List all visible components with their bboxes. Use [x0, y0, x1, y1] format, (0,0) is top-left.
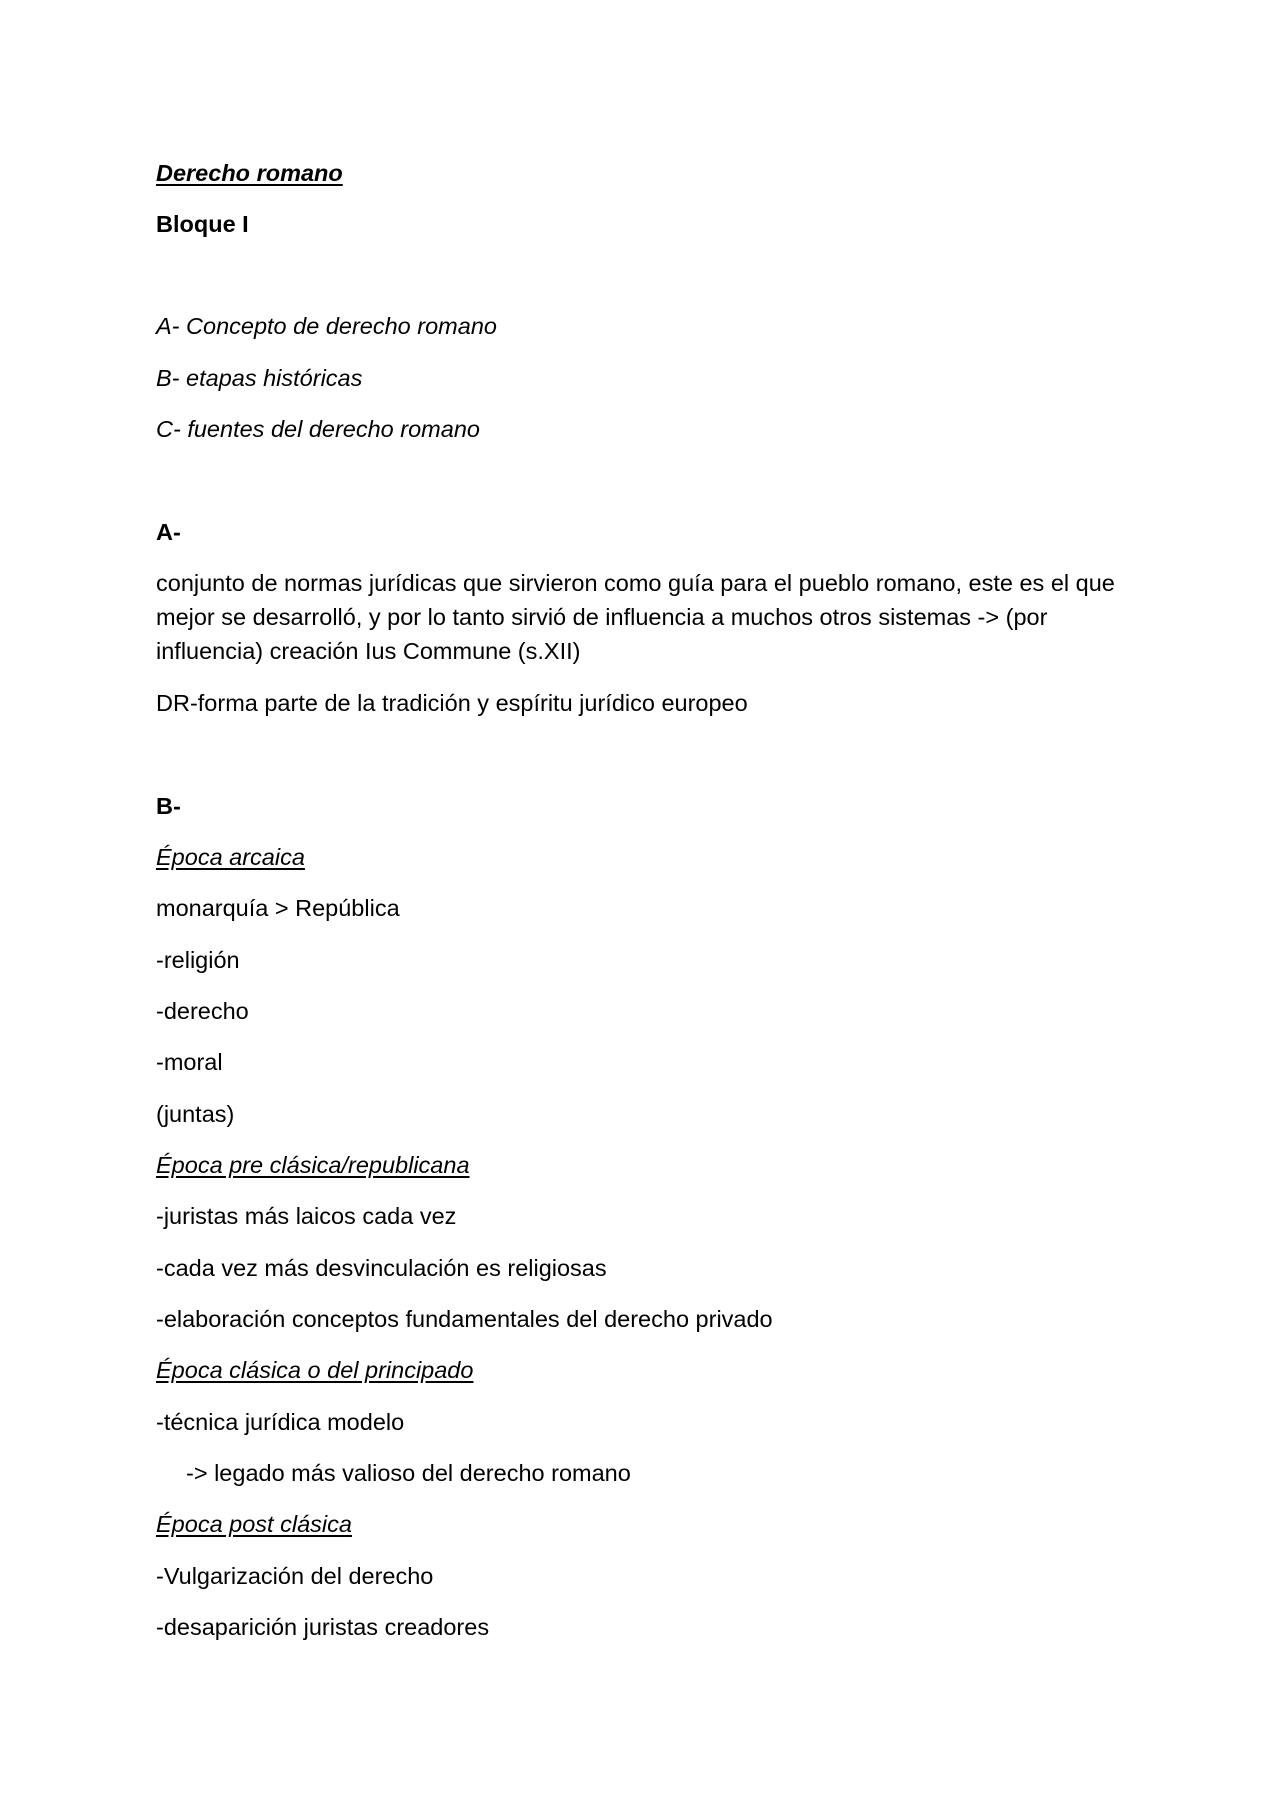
- epoca-arcaica-title: Época arcaica: [156, 844, 305, 870]
- document-title: Derecho romano: [156, 160, 343, 186]
- list-item: -religión: [156, 947, 240, 973]
- index-item-b: B- etapas históricas: [156, 365, 363, 391]
- index-item-c: C- fuentes del derecho romano: [156, 416, 480, 442]
- section-a-heading: A-: [156, 519, 181, 545]
- list-item: -juristas más laicos cada vez: [156, 1203, 457, 1229]
- index-item-a: A- Concepto de derecho romano: [156, 313, 497, 339]
- section-b-heading: B-: [156, 793, 181, 819]
- list-item-indented: -> legado más valioso del derecho romano: [186, 1460, 631, 1486]
- epoca-post-clasica-title: Época post clásica: [156, 1511, 352, 1537]
- section-a-paragraph-1: conjunto de normas jurídicas que sirvieron como guía para el pueblo romano, este es el que mejor se desarrolló, y por lo tanto sirvió de influencia a muchos otros sistemas -> (por influencia) creación Ius Commune (s.XII): [156, 570, 1115, 664]
- document-subtitle: Bloque I: [156, 211, 249, 237]
- list-item: -elaboración conceptos fundamentales del derecho privado: [156, 1306, 773, 1332]
- list-item: -técnica jurídica modelo: [156, 1409, 405, 1435]
- list-item: -derecho: [156, 998, 249, 1024]
- list-item: (juntas): [156, 1101, 235, 1127]
- list-item: -moral: [156, 1049, 223, 1075]
- list-item: -desaparición juristas creadores: [156, 1614, 490, 1640]
- list-item: -cada vez más desvinculación es religiosas: [156, 1255, 607, 1281]
- list-item: -Vulgarización del derecho: [156, 1563, 434, 1589]
- epoca-clasica-title: Época clásica o del principado: [156, 1357, 474, 1383]
- section-a-paragraph-2: DR-forma parte de la tradición y espíritu jurídico europeo: [156, 690, 748, 716]
- list-item: monarquía > República: [156, 895, 400, 921]
- epoca-pre-clasica-title: Época pre clásica/republicana: [156, 1152, 470, 1178]
